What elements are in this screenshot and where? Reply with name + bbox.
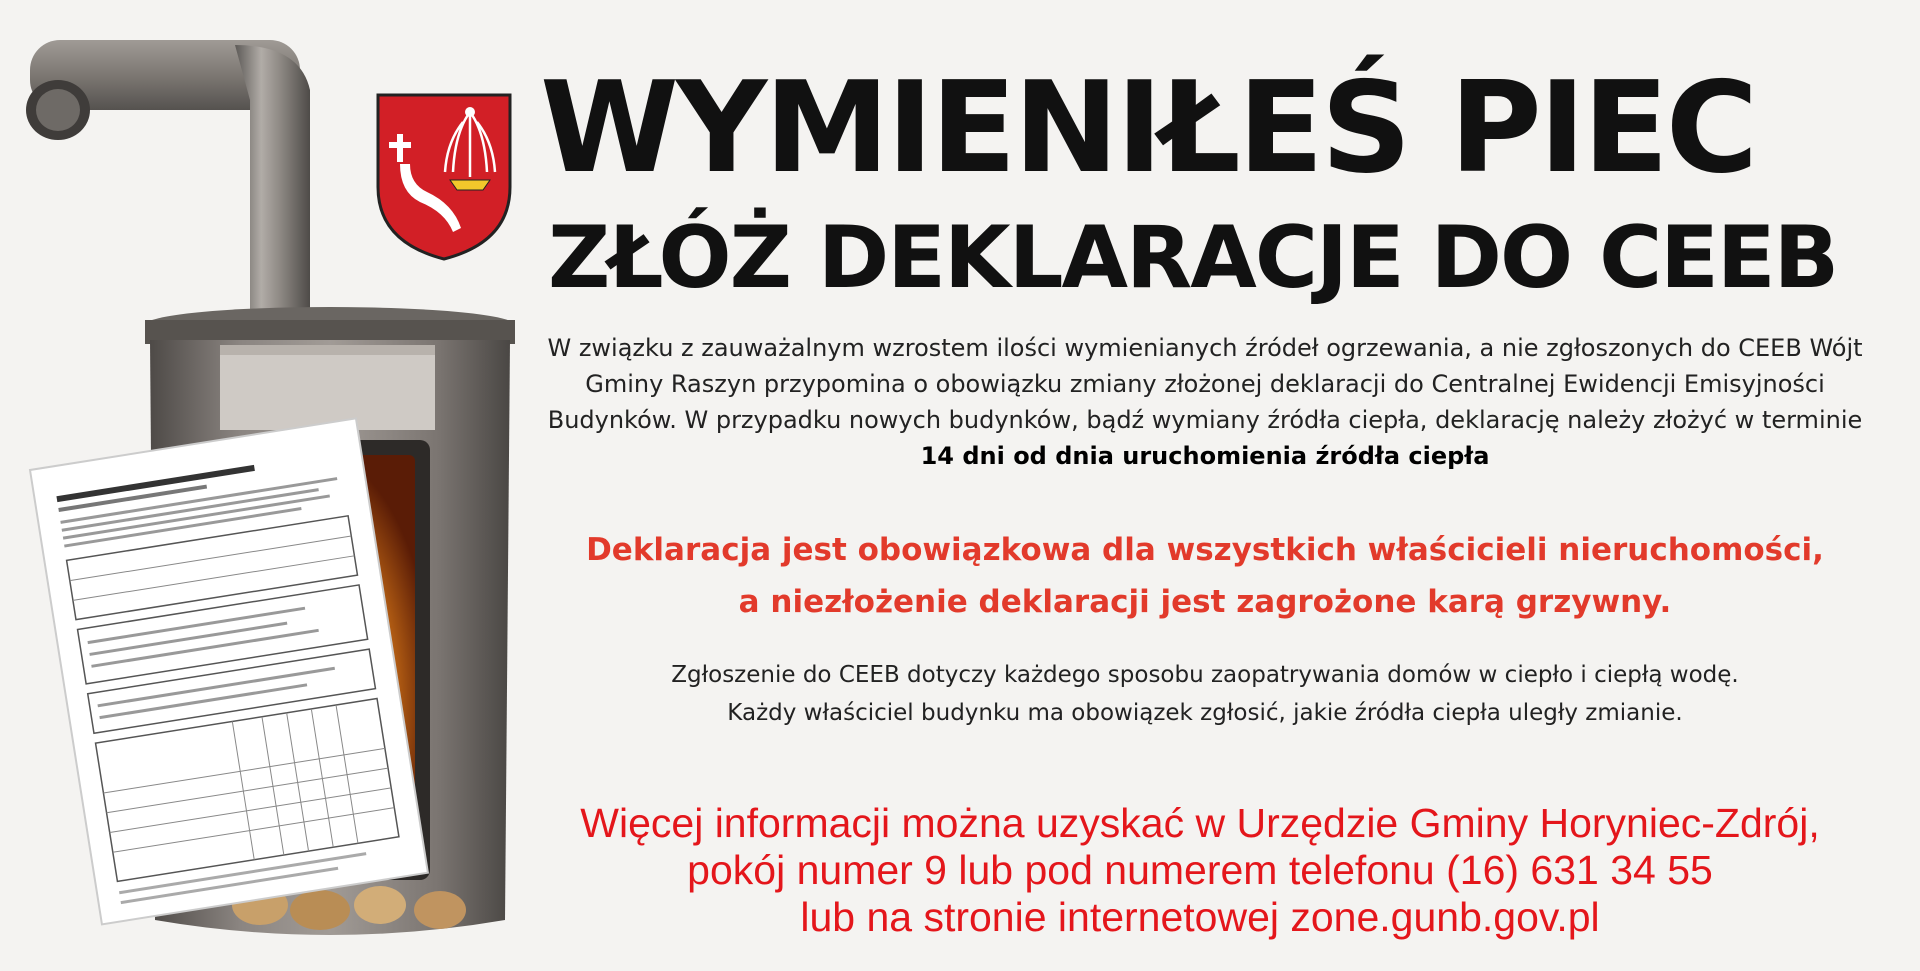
contact-info <box>540 800 1860 941</box>
info-paragraph <box>540 656 1870 732</box>
intro-text: W związku z zauważalnym wzrostem ilości wymienianych źródeł ogrzewania, a nie zgłoszonych do CEEB Wójt Gminy Raszyn przypomina o obowiązku zmiany złożonej deklaracji do Centralnej Ewidencji Emisyjności Budynków. W przypadku nowych budynków, bądź wymiany źródła ciepła, deklarację należy złożyć w terminie <box>547 334 1863 434</box>
warning-line2: a niezłożenie deklaracji jest zagrożone karą grzywny. <box>738 584 1672 620</box>
info-line2: Każdy właściciel budynku ma obowiązek zgłosić, jakie źródła ciepła uległy zmianie. <box>727 700 1683 726</box>
headline-line2: ZŁÓŻ DEKLARACJE DO CEEB <box>548 208 1838 308</box>
contact-line2: pokój numer 9 lub pod numerem telefonu (16) 631 34 55 <box>687 847 1713 893</box>
declaration-form-icon <box>30 418 428 924</box>
warning-line1: Deklaracja jest obowiązkowa dla wszystkich właścicieli nieruchomości, <box>586 532 1824 568</box>
headline-line1: WYMIENIŁEŚ PIEC <box>540 54 1756 201</box>
contact-line3: lub na stronie internetowej zone.gunb.gov.pl <box>800 894 1600 940</box>
warning-notice <box>540 524 1870 628</box>
intro-emphasis: 14 dni od dnia uruchomienia źródła ciepła <box>920 442 1490 470</box>
info-line1: Zgłoszenie do CEEB dotyczy każdego sposobu zaopatrywania domów w ciepło i ciepłą wodę. <box>671 662 1739 688</box>
contact-line1: Więcej informacji można uzyskać w Urzędzie Gminy Horyniec-Zdrój, <box>580 800 1820 846</box>
intro-paragraph <box>540 330 1870 474</box>
coat-of-arms-icon <box>375 92 513 262</box>
